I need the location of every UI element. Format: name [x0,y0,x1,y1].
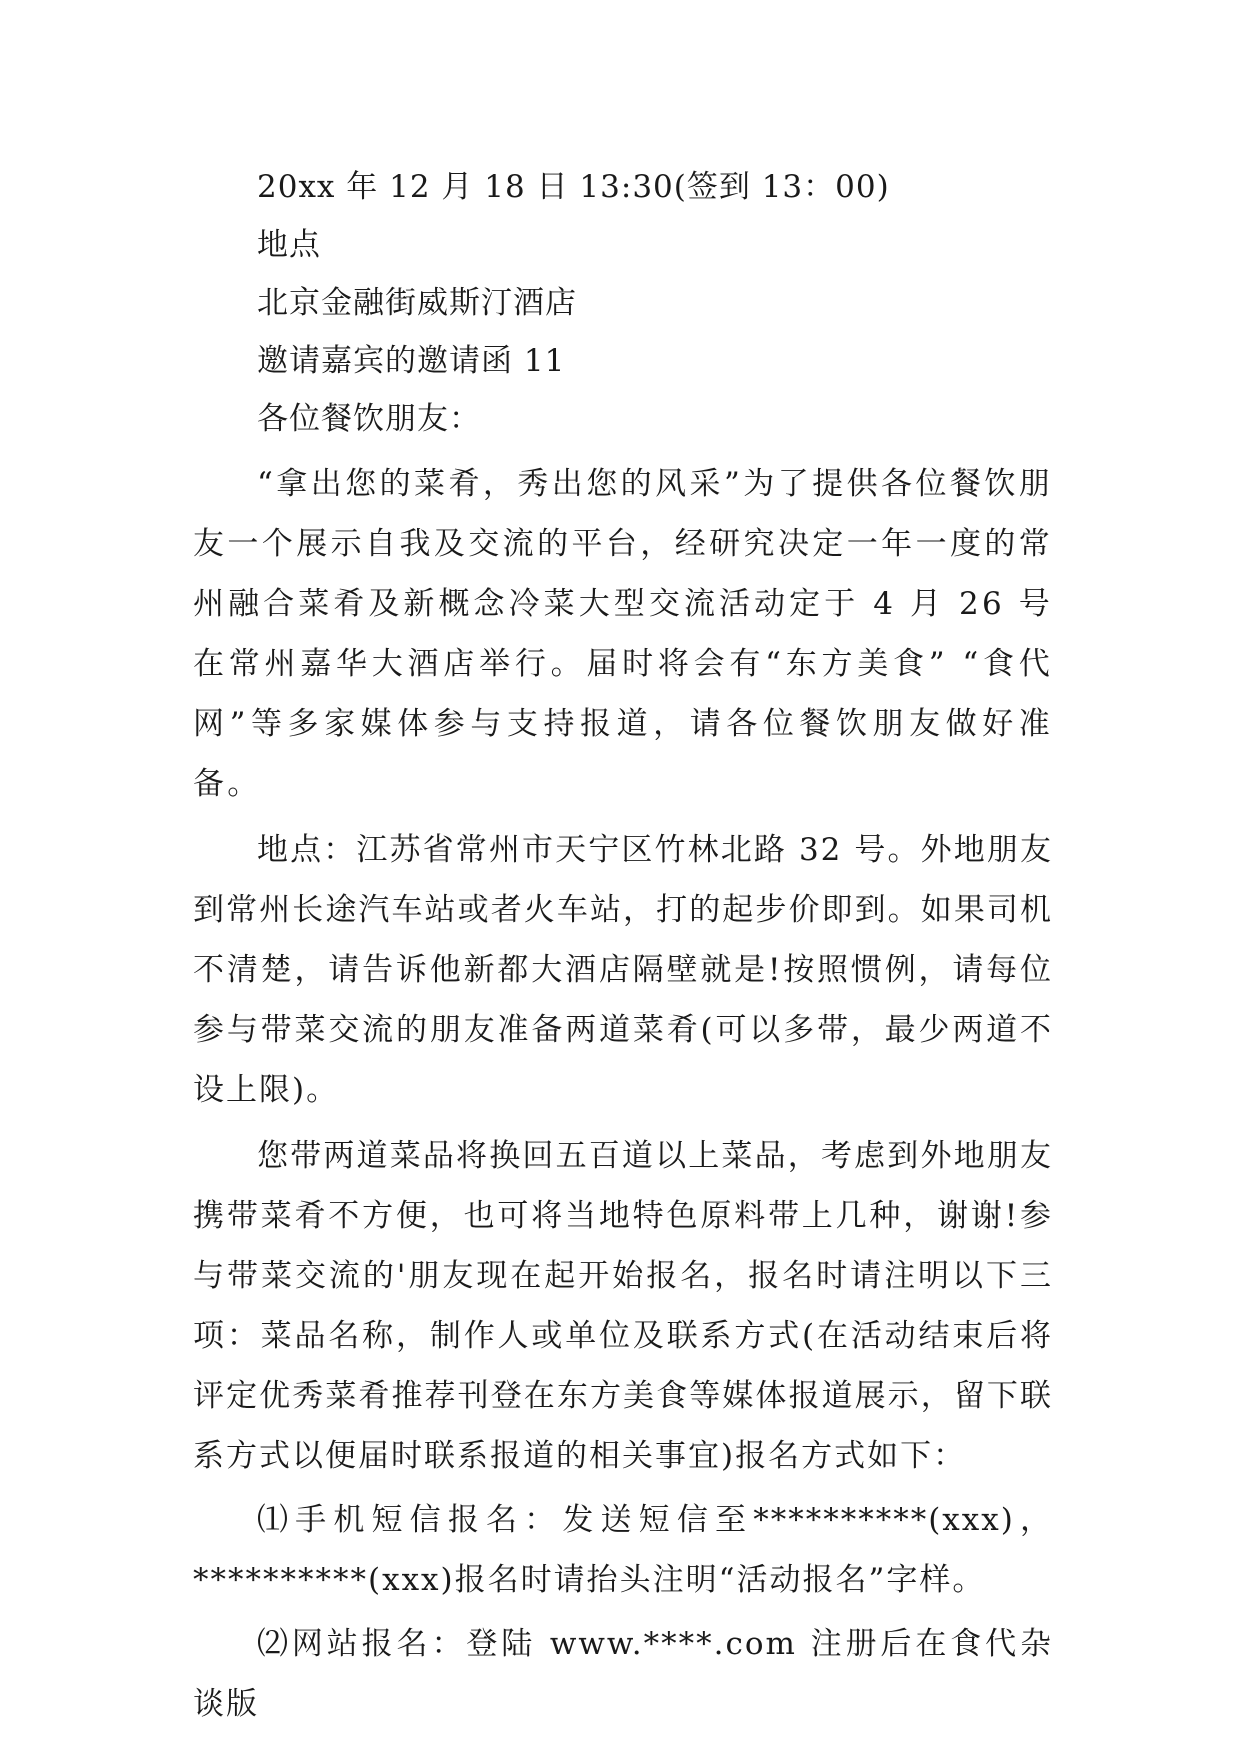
intro-paragraph: “拿出您的菜肴，秀出您的风采”为了提供各位餐饮朋友一个展示自我及交流的平台，经研究决定一年一度的常州融合菜肴及新概念冷菜大型交流活动定于 4 月 26 号在常州嘉华大酒店举行。届时将会有“东方美食” “食代网”等多家媒体参与支持报道，请各位餐饮朋友做好准备。 [193,466,1053,802]
event-datetime: 20xx 年 12 月 18 日 13:30(签到 13：00) [257,169,890,205]
salutation: 各位餐饮朋友： [257,401,481,437]
registration-paragraph: 您带两道菜品将换回五百道以上菜品，考虑到外地朋友携带菜肴不方便，也可将当地特色原料带上几种，谢谢!参与带菜交流的'朋友现在起开始报名，报名时请注明以下三项：菜品名称，制作人或单位及联系方式(在活动结束后将评定优秀菜肴推荐刊登在东方美食等媒体报道展示，留下联系方式以便届时联系报道的相关事宜)报名方式如下： [193,1138,1053,1474]
address-paragraph: 地点：江苏省常州市天宁区竹林北路 32 号。外地朋友到常州长途汽车站或者火车站，打的起步价即到。如果司机不清楚，请告诉他新都大酒店隔壁就是!按照惯例，请每位参与带菜交流的朋友准备两道菜肴(可以多带，最少两道不设上限)。 [193,832,1053,1108]
web-registration-item: ⑵网站报名：登陆 www.****.com 注册后在食代杂谈版 [193,1626,1053,1722]
location-venue: 北京金融街威斯汀酒店 [257,285,577,321]
location-heading: 地点 [257,227,321,263]
sms-registration-item: ⑴手机短信报名：发送短信至**********(xxx)，**********(xxx)报名时请抬头注明“活动报名”字样。 [193,1502,1053,1598]
document-body [193,158,1053,1734]
section-title: 邀请嘉宾的邀请函 11 [257,343,566,379]
